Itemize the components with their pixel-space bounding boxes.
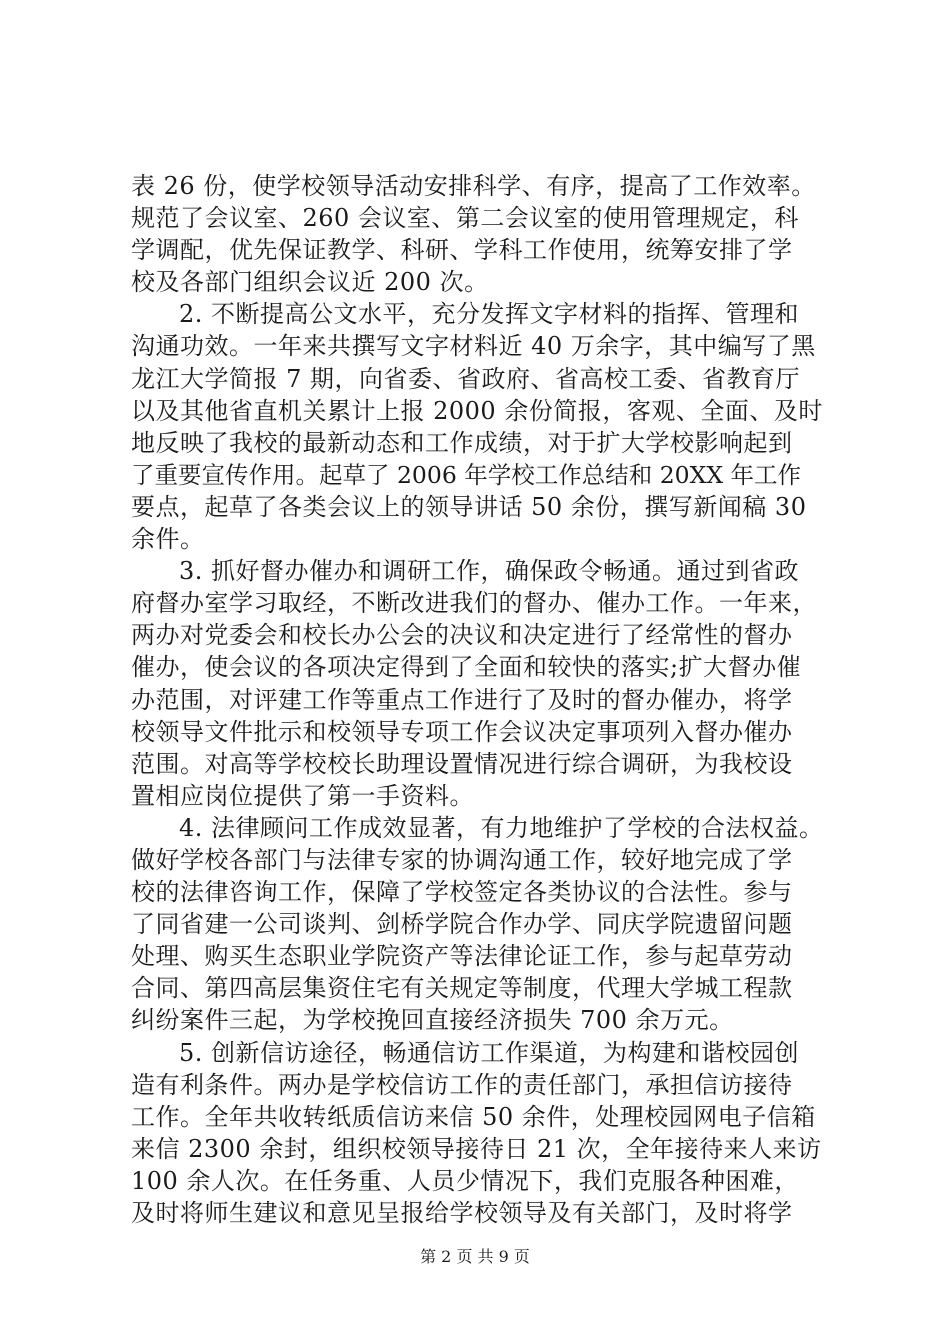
text-line: 校领导文件批示和校领导专项工作会议决定事项列入督办催办 xyxy=(131,717,793,746)
text-line: 置相应岗位提供了第一手资料。 xyxy=(131,781,474,810)
text-line: 要点，起草了各类会议上的领导讲话 50 余份，撰写新闻稿 30 xyxy=(131,492,807,521)
text-line: 100 余人次。在任务重、人员少情况下，我们克服各种困难， xyxy=(131,1166,799,1195)
text-line: 表 26 份，使学校领导活动安排科学、有序，提高了工作效率。 xyxy=(131,172,816,200)
paragraph-first-line: 3. 抓好督办催办和调研工作，确保政令畅通。通过到省政 xyxy=(179,557,800,586)
text-line: 地反映了我校的最新动态和工作成绩，对于扩大学校影响起到 xyxy=(131,428,793,457)
text-line: 校及各部门组织会议近 200 次。 xyxy=(131,268,489,297)
text-line: 校的法律咨询工作，保障了学校签定各类协议的合法性。参与 xyxy=(131,878,793,907)
paragraph-first-line: 5. 创新信访途径，畅通信访工作渠道，为构建和谐校园创 xyxy=(179,1038,800,1067)
text-line: 范围。对高等学校校长助理设置情况进行综合调研，为我校设 xyxy=(131,749,793,778)
text-line: 催办，使会议的各项决定得到了全面和较快的落实;扩大督办催 xyxy=(131,653,802,682)
paragraph-first-line: 4. 法律顾问工作成效显著，有力地维护了学校的合法权益。 xyxy=(179,813,824,842)
text-line: 以及其他省直机关累计上报 2000 余份简报，客观、全面、及时 xyxy=(131,396,823,425)
document-body xyxy=(131,170,831,1229)
text-line: 两办对党委会和校长办公会的决议和决定进行了经常性的督办 xyxy=(131,621,793,650)
text-line: 规范了会议室、260 会议室、第二会议室的使用管理规定，科 xyxy=(131,204,799,233)
text-line: 学调配，优先保证教学、科研、学科工作使用，统筹安排了学 xyxy=(131,236,793,265)
text-line: 及时将师生建议和意见呈报给学校领导及有关部门，及时将学 xyxy=(131,1199,793,1227)
text-line: 造有利条件。两办是学校信访工作的责任部门，承担信访接待 xyxy=(131,1070,793,1099)
page-footer: 第 2 页 共 9 页 xyxy=(420,1247,530,1266)
text-line: 府督办室学习取经，不断改进我们的督办、催办工作。一年来， xyxy=(131,589,817,618)
text-line: 了重要宣传作用。起草了 2006 年学校工作总结和 20XX 年工作 xyxy=(131,460,802,489)
text-line: 工作。全年共收转纸质信访来信 50 余件，处理校园网电子信箱 xyxy=(131,1102,816,1131)
text-line: 余件。 xyxy=(131,525,205,554)
text-line: 处理、购买生态职业学院资产等法律论证工作，参与起草劳动 xyxy=(131,942,793,971)
text-line: 来信 2300 余封，组织校领导接待日 21 次，全年接待来人来访 xyxy=(131,1134,822,1163)
text-line: 做好学校各部门与法律专家的协调沟通工作，较好地完成了学 xyxy=(131,845,793,874)
text-line: 办范围，对评建工作等重点工作进行了及时的督办催办，将学 xyxy=(131,685,793,714)
text-line: 沟通功效。一年来共撰写文字材料近 40 万余字，其中编写了黑 xyxy=(131,332,816,361)
text-line: 纠纷案件三起，为学校挽回直接经济损失 700 余万元。 xyxy=(131,1006,734,1035)
paragraph-first-line: 2. 不断提高公文水平，充分发挥文字材料的指挥、管理和 xyxy=(179,300,800,329)
text-line: 龙江大学简报 7 期，向省委、省政府、省高校工委、省教育厅 xyxy=(131,364,801,393)
text-line: 了同省建一公司谈判、剑桥学院合作办学、同庆学院遗留问题 xyxy=(131,910,793,939)
text-line: 合同、第四高层集资住宅有关规定等制度，代理大学城工程款 xyxy=(131,974,793,1003)
